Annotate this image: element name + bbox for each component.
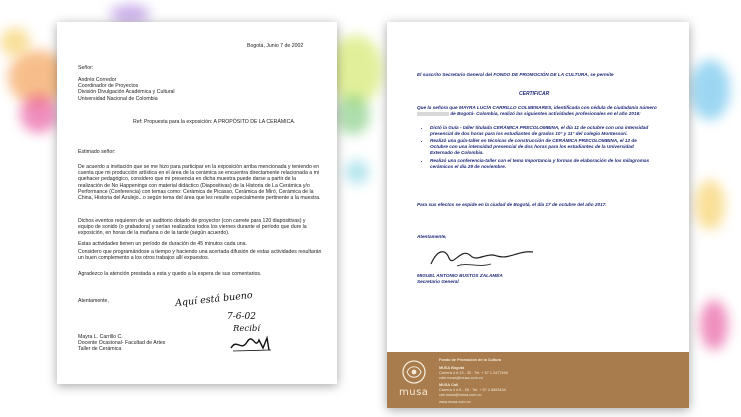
signature-icon: [229, 334, 275, 354]
background-splash: [690, 60, 730, 120]
body-part: Que la señora que MAYRA LUCÍA CARRILLO COLMENARES, identificada con cédula de ciudadanía número: [417, 105, 657, 110]
issuance-line: Para sus efectos se expide en la ciudad de Bogotá, el día 17 de octubre del año 2017.: [417, 202, 607, 207]
letterhead-footer: [387, 352, 689, 408]
signatory-block: [78, 334, 165, 353]
background-splash: [695, 180, 725, 230]
background-splash: [20, 95, 58, 133]
recipient-line: Coordinador de Proyectos: [78, 83, 139, 90]
background-splash: [345, 160, 369, 184]
closing: Atentamente,: [417, 234, 447, 239]
background-splash: [700, 300, 728, 350]
list-item: • Realizó una conferencia-taller con el tema Importancia y formas de elaboración de los milagromas cerámicos el día 29 de noviembre.: [430, 158, 655, 170]
website-link[interactable]: www.musa.com.co: [439, 400, 471, 404]
signatory-line: Docente Ocasional- Facultad de Artes: [78, 340, 166, 347]
body-part: de Bogotá- Colombia, realizó las siguientes actividades profesionales en el año 2016:: [450, 111, 641, 116]
office-line: cali.musa@musa.com.co: [439, 393, 482, 397]
office-line: Carrera 4 # 13 - 30 · Tel. + 57 1 2477490: [439, 371, 508, 375]
background-splash: [336, 95, 370, 135]
handwritten-line: Aquí está bueno: [174, 289, 254, 310]
paragraph: Agradezco la atención prestada a esta y quedo a la espera de sus comentarios.: [78, 271, 262, 277]
signatory-line: Taller de Cerámica: [78, 346, 122, 353]
paragraph: Considero que programándose a tiempo y haciendo una acertada difusión de estas actividades resultarán un buen complemento a los otros trabajos allí expuestos.: [78, 249, 322, 262]
list-item: • Dictó la Guía - taller titulada CERÁMICA PRECOLOMBINA, el día 11 de octubre con una intensidad presencial de dos horas para los estudiantes de grados 10° y 11° del colegio Montessori.: [430, 125, 655, 137]
office-line: cdm.musa@musa.com.co: [439, 376, 483, 380]
recipient-line: Andrés Corredor: [78, 77, 117, 83]
logo-text: musa: [399, 387, 429, 398]
background-splash: [0, 28, 30, 56]
signatory-title: Secretario General: [417, 279, 459, 284]
paragraph: De acuerdo a invitación que se me hizo para participar en la exposición arriba mencionada y teniendo en cuenta que mi producción artística en el área de la cerámica se encuentra directamente relacionada a mi quehacer pedagógico, considero que mi presencia en dicha muestra puede darse a partir de la realización de No Happenings con material didáctico (Diapositivas) de la Historia de La Cerámica y/o Performance (Conferencia) con temas como: Cerámica de Picasso, Cerámica de Miró, Cerámica de la China, Historia del Azulejo...o según tema del área que les resulte especialmente pertinente a la muestra.: [78, 164, 321, 202]
office-line: Carrera 4 # 8 - 55 · Tel. + 57 2 8893434: [439, 388, 506, 392]
paragraph: Estas actividades tienen un período de duración de 45 minutos cada una.: [78, 241, 247, 247]
salutation: Señor:: [78, 65, 94, 71]
certificate-title: CERTIFICAR: [519, 91, 550, 97]
proposal-letter: [57, 22, 337, 384]
org-name: Fondo de Promoción de la Cultura: [439, 358, 502, 362]
signatory-line: Mayra L. Carrillo C.: [78, 334, 123, 340]
certificate-intro: El suscrito Secretario General del FONDO DE PROMOCIÓN DE LA CULTURA, se permite: [417, 72, 614, 77]
activity-list: [421, 125, 655, 171]
handwritten-line: Recibí: [233, 324, 261, 334]
office-title: MUSA Cali: [439, 383, 459, 387]
greeting: Estimado señor:: [78, 149, 116, 155]
certificate-body: [417, 105, 663, 117]
recipient-block: [78, 77, 175, 102]
signatory-name: MIGUEL ANTONIO BUSTOS ZALAMEA: [417, 273, 503, 278]
office-title: MUSA Bogotá: [439, 366, 465, 370]
letter-date: Bogotá, Junio 7 de 2002: [247, 43, 304, 49]
closing: Atentamente,: [78, 298, 109, 304]
signature-icon: [427, 242, 537, 272]
musa-logo-icon: [401, 359, 427, 385]
certificate-letter: [387, 22, 689, 408]
recipient-line: División Divulgación Académica y Cultural: [78, 89, 175, 96]
redacted-id: [417, 112, 449, 116]
handwritten-line: 7-6-02: [227, 312, 256, 322]
reference-line: Ref: Propuesta para la exposición: A PROPÓSITO DE LA CERÁMICA.: [133, 119, 296, 125]
list-item: • Realizó una guía-taller en técnicas de construcción de CERÁMICA PRECOLOMBINA, el 12 de Octubre con una intensidad presencial de dos horas para los estudiantes de la Universidad Externado de Colombia.: [430, 138, 655, 156]
recipient-line: Universidad Nacional de Colombia: [78, 95, 158, 102]
paragraph: Dichos eventos requieren de un auditorio dotado de proyector (con carrete para 120 diapositivas) y equipo de sonido (o grabadora) y serían realizados todos los viernes durante el período que dure la exposición, en horas de la mañana o de la tarde (según acuerdo).: [78, 218, 307, 237]
background-splash: [110, 5, 150, 23]
